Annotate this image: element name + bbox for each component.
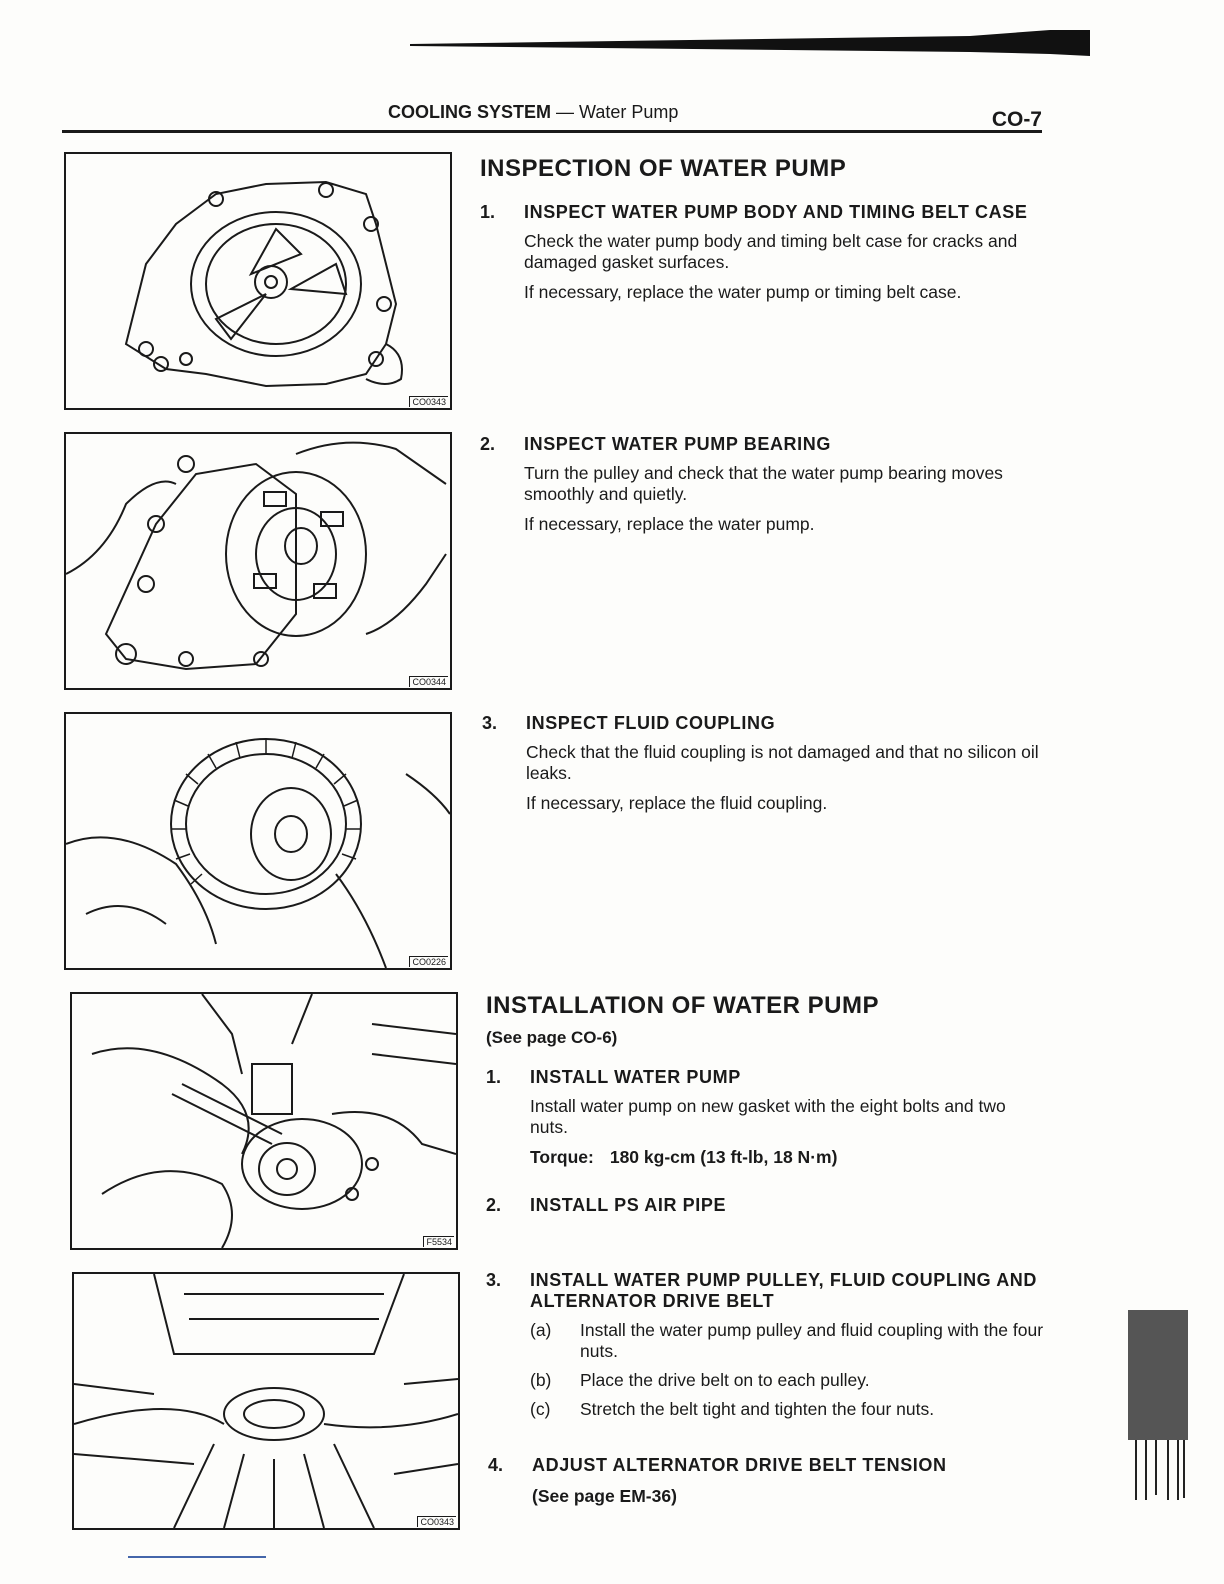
step-title: INSPECT FLUID COUPLING — [526, 713, 776, 733]
header-separator: — — [556, 102, 575, 122]
step-title: INSTALL WATER PUMP PULLEY, FLUID COUPLING AND ALTERNATOR DRIVE BELT — [530, 1270, 1038, 1311]
step-number: 2. — [480, 434, 496, 454]
step-paragraph: If necessary, replace the water pump. — [524, 514, 815, 534]
step-body — [524, 463, 1040, 535]
step-paragraph: Turn the pulley and check that the water pump bearing moves smoothly and quietly. — [524, 463, 1003, 504]
step-number: 3. — [482, 713, 498, 733]
figure-code: CO0344 — [409, 676, 448, 687]
scan-footer-line — [128, 1556, 266, 1558]
installation-see-page: (See page CO-6) — [486, 1028, 618, 1047]
figure-install-pulley-belt — [72, 1272, 460, 1530]
figure-code: CO0343 — [417, 1516, 456, 1527]
substep-text: Stretch the belt tight and tighten the four nuts. — [580, 1399, 935, 1419]
step-title: INSPECT WATER PUMP BEARING — [524, 434, 831, 454]
step-title: INSTALL WATER PUMP — [530, 1067, 741, 1087]
step-see-page: (See page EM-36) — [532, 1486, 677, 1506]
substep-label: (a) — [530, 1320, 552, 1340]
step-title: INSPECT WATER PUMP BODY AND TIMING BELT CASE — [524, 202, 1028, 222]
substep-a — [530, 1320, 1066, 1362]
step-paragraph: Check that the fluid coupling is not damaged and that no silicon oil leaks. — [526, 742, 1039, 783]
inspection-title: INSPECTION OF WATER PUMP — [480, 155, 847, 182]
figure-fluid-coupling — [64, 712, 452, 970]
step-body — [530, 1096, 1046, 1168]
installation-step-2 — [486, 1195, 1046, 1216]
torque-value: 180 kg-cm (13 ft-lb, 18 N·m) — [609, 1147, 838, 1167]
step-number: 1. — [480, 202, 496, 222]
step-number: 3. — [486, 1270, 502, 1290]
inspection-step-2 — [480, 434, 1040, 544]
figure-code: CO0343 — [409, 396, 448, 407]
inspection-step-1 — [480, 202, 1040, 312]
step-body — [530, 1320, 1066, 1420]
figure-code: CO0226 — [409, 956, 448, 967]
scan-top-bar — [410, 30, 1090, 56]
torque-spec — [530, 1147, 1046, 1168]
inspection-step-3 — [482, 713, 1042, 823]
step-paragraph: Check the water pump body and timing belt case for cracks and damaged gasket surfaces. — [524, 231, 1018, 272]
installation-step-4 — [488, 1455, 1048, 1507]
step-body — [524, 231, 1040, 303]
page-number: CO-7 — [991, 108, 1042, 131]
installation-step-1 — [486, 1067, 1046, 1177]
step-title: INSTALL PS AIR PIPE — [530, 1195, 727, 1215]
figure-install-water-pump — [70, 992, 458, 1250]
step-number: 1. — [486, 1067, 502, 1087]
step-paragraph: Install water pump on new gasket with the eight bolts and two nuts. — [530, 1096, 1006, 1137]
step-title: ADJUST ALTERNATOR DRIVE BELT TENSION — [532, 1455, 947, 1475]
page-header — [62, 100, 1042, 133]
torque-label: Torque: — [530, 1147, 594, 1167]
header-title — [388, 102, 678, 123]
substep-text: Place the drive belt on to each pulley. — [580, 1370, 870, 1390]
step-number: 2. — [486, 1195, 502, 1215]
substep-label: (c) — [530, 1399, 551, 1419]
installation-step-3 — [486, 1270, 1066, 1428]
header-subsection: Water Pump — [579, 102, 679, 122]
step-paragraph: If necessary, replace the fluid coupling. — [526, 793, 828, 813]
step-body — [526, 742, 1042, 814]
substep-c — [530, 1399, 1066, 1420]
header-section: COOLING SYSTEM — [388, 102, 552, 122]
step-paragraph: If necessary, replace the water pump or timing belt case. — [524, 282, 962, 302]
figure-water-pump-bearing — [64, 432, 452, 690]
figure-water-pump-body — [64, 152, 452, 410]
installation-title: INSTALLATION OF WATER PUMP — [486, 992, 879, 1019]
step-number: 4. — [488, 1455, 504, 1475]
substep-label: (b) — [530, 1370, 552, 1390]
scan-side-strip — [1128, 1290, 1188, 1500]
figure-code: F5534 — [423, 1236, 454, 1247]
substep-b — [530, 1370, 1066, 1391]
substep-text: Install the water pump pulley and fluid coupling with the four nuts. — [580, 1320, 1044, 1361]
